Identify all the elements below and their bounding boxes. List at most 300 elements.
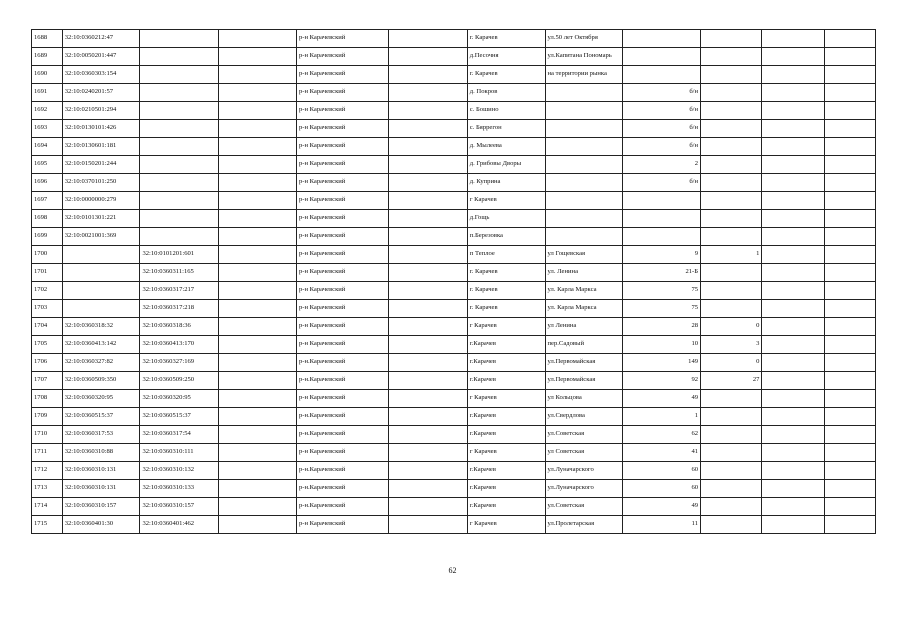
table-row — [32, 444, 876, 462]
area-cell — [701, 84, 762, 102]
empty-cell — [762, 408, 824, 426]
row-number-cell: 1710 — [32, 426, 63, 444]
empty-cell — [824, 138, 875, 156]
building-cadastral-number-cell — [140, 174, 219, 192]
empty-cell — [762, 120, 824, 138]
district-cell: р-н Карачевский — [296, 66, 388, 84]
table-row — [32, 462, 876, 480]
house-number-cell: б/н — [623, 174, 701, 192]
row-number-cell: 1706 — [32, 354, 63, 372]
empty-cell — [219, 66, 297, 84]
cadastral-number-cell: 32:10:0050201:447 — [62, 48, 140, 66]
cadastral-number-cell: 32:10:0360317:53 — [62, 426, 140, 444]
empty-cell — [219, 336, 297, 354]
row-number-cell: 1689 — [32, 48, 63, 66]
area-cell — [701, 192, 762, 210]
house-number-cell: 41 — [623, 444, 701, 462]
building-cadastral-number-cell — [140, 192, 219, 210]
cadastral-number-cell: 32:10:0360318:32 — [62, 318, 140, 336]
empty-cell — [824, 30, 875, 48]
row-number-cell: 1705 — [32, 336, 63, 354]
empty-cell — [762, 282, 824, 300]
table-row — [32, 408, 876, 426]
row-number-cell: 1702 — [32, 282, 63, 300]
empty-cell — [762, 246, 824, 264]
empty-cell — [219, 84, 297, 102]
empty-cell — [219, 246, 297, 264]
area-cell — [701, 228, 762, 246]
district-cell: р-н.Карачевский — [296, 480, 388, 498]
empty-cell — [762, 354, 824, 372]
row-number-cell: 1693 — [32, 120, 63, 138]
cadastral-number-cell — [62, 282, 140, 300]
page-number: 62 — [448, 566, 457, 575]
row-number-cell: 1696 — [32, 174, 63, 192]
locality-cell: г Карачев — [467, 516, 545, 534]
house-number-cell: 9 — [623, 246, 701, 264]
house-number-cell: б/н — [623, 84, 701, 102]
house-number-cell: 62 — [623, 426, 701, 444]
empty-cell — [824, 372, 875, 390]
locality-cell: д. Куприна — [467, 174, 545, 192]
empty-cell — [824, 66, 875, 84]
empty-cell — [824, 336, 875, 354]
house-number-cell — [623, 210, 701, 228]
empty-cell — [389, 48, 468, 66]
row-number-cell: 1688 — [32, 30, 63, 48]
house-number-cell: 92 — [623, 372, 701, 390]
area-cell — [701, 210, 762, 228]
house-number-cell: 149 — [623, 354, 701, 372]
district-cell: р-н.Карачевский — [296, 408, 388, 426]
empty-cell — [824, 192, 875, 210]
locality-cell: г Карачев — [467, 444, 545, 462]
empty-cell — [389, 372, 468, 390]
district-cell: р-н Карачевский — [296, 210, 388, 228]
empty-cell — [389, 282, 468, 300]
empty-cell — [219, 264, 297, 282]
area-cell: 0 — [701, 318, 762, 336]
empty-cell — [219, 516, 297, 534]
empty-cell — [762, 372, 824, 390]
locality-cell: с. Бяррегон — [467, 120, 545, 138]
cadastral-number-cell — [62, 246, 140, 264]
empty-cell — [824, 318, 875, 336]
house-number-cell: 60 — [623, 462, 701, 480]
house-number-cell: 49 — [623, 390, 701, 408]
empty-cell — [762, 156, 824, 174]
empty-cell — [389, 300, 468, 318]
locality-cell: г. Карачев — [467, 66, 545, 84]
empty-cell — [219, 462, 297, 480]
street-cell: ул.Свердлова — [545, 408, 623, 426]
building-cadastral-number-cell: 32:10:0360515:37 — [140, 408, 219, 426]
street-cell: ул Советская — [545, 444, 623, 462]
empty-cell — [824, 354, 875, 372]
area-cell — [701, 426, 762, 444]
empty-cell — [824, 426, 875, 444]
empty-cell — [219, 30, 297, 48]
property-register-table — [31, 29, 876, 534]
empty-cell — [389, 264, 468, 282]
empty-cell — [824, 228, 875, 246]
street-cell: ул. Ленина — [545, 264, 623, 282]
table-row — [32, 228, 876, 246]
empty-cell — [219, 48, 297, 66]
empty-cell — [389, 426, 468, 444]
empty-cell — [824, 462, 875, 480]
house-number-cell: 28 — [623, 318, 701, 336]
locality-cell: д.Песочня — [467, 48, 545, 66]
empty-cell — [389, 390, 468, 408]
locality-cell: с. Бошино — [467, 102, 545, 120]
cadastral-number-cell — [62, 264, 140, 282]
empty-cell — [824, 102, 875, 120]
district-cell: р-н Карачевский — [296, 48, 388, 66]
cadastral-number-cell: 32:10:0360310:131 — [62, 462, 140, 480]
table-row — [32, 318, 876, 336]
locality-cell: г.Карачев — [467, 426, 545, 444]
empty-cell — [824, 120, 875, 138]
empty-cell — [824, 174, 875, 192]
cadastral-number-cell: 32:10:0360310:157 — [62, 498, 140, 516]
district-cell: р-н Карачевский — [296, 228, 388, 246]
empty-cell — [762, 48, 824, 66]
row-number-cell: 1708 — [32, 390, 63, 408]
register-table-body — [32, 30, 876, 534]
district-cell: р-н Карачевский — [296, 390, 388, 408]
empty-cell — [762, 444, 824, 462]
area-cell — [701, 462, 762, 480]
row-number-cell: 1704 — [32, 318, 63, 336]
building-cadastral-number-cell — [140, 84, 219, 102]
house-number-cell: б/н — [623, 102, 701, 120]
district-cell: р-н.Карачевский — [296, 426, 388, 444]
table-row — [32, 354, 876, 372]
row-number-cell: 1709 — [32, 408, 63, 426]
locality-cell: г.Карачев — [467, 462, 545, 480]
building-cadastral-number-cell — [140, 66, 219, 84]
empty-cell — [762, 462, 824, 480]
area-cell — [701, 480, 762, 498]
locality-cell: г Карачев — [467, 318, 545, 336]
table-row — [32, 48, 876, 66]
locality-cell: г.Карачев — [467, 480, 545, 498]
empty-cell — [389, 444, 468, 462]
empty-cell — [762, 480, 824, 498]
row-number-cell: 1700 — [32, 246, 63, 264]
locality-cell: д. Покров — [467, 84, 545, 102]
building-cadastral-number-cell — [140, 120, 219, 138]
locality-cell: г.Карачев — [467, 372, 545, 390]
street-cell: на территории рынка — [545, 66, 623, 84]
area-cell — [701, 174, 762, 192]
district-cell: р-н Карачевский — [296, 264, 388, 282]
cadastral-number-cell: 32:10:0021001:369 — [62, 228, 140, 246]
empty-cell — [824, 390, 875, 408]
empty-cell — [762, 66, 824, 84]
building-cadastral-number-cell: 32:10:0360311:165 — [140, 264, 219, 282]
empty-cell — [389, 516, 468, 534]
row-number-cell: 1692 — [32, 102, 63, 120]
empty-cell — [389, 84, 468, 102]
area-cell — [701, 102, 762, 120]
empty-cell — [824, 264, 875, 282]
empty-cell — [824, 444, 875, 462]
table-row — [32, 30, 876, 48]
empty-cell — [824, 516, 875, 534]
table-row — [32, 372, 876, 390]
street-cell: ул.Советская — [545, 426, 623, 444]
empty-cell — [389, 354, 468, 372]
street-cell — [545, 210, 623, 228]
house-number-cell: 60 — [623, 480, 701, 498]
row-number-cell: 1713 — [32, 480, 63, 498]
empty-cell — [219, 138, 297, 156]
empty-cell — [389, 480, 468, 498]
empty-cell — [824, 210, 875, 228]
street-cell — [545, 192, 623, 210]
table-row — [32, 192, 876, 210]
locality-cell: д. Грибовы Дворы — [467, 156, 545, 174]
district-cell: р-н Карачевский — [296, 444, 388, 462]
district-cell: р-н Карачевский — [296, 516, 388, 534]
locality-cell: г Карачев — [467, 192, 545, 210]
district-cell: р-н Карачевский — [296, 120, 388, 138]
district-cell: р-н Карачевский — [296, 318, 388, 336]
table-row — [32, 390, 876, 408]
area-cell — [701, 66, 762, 84]
building-cadastral-number-cell: 32:10:0360320:95 — [140, 390, 219, 408]
cadastral-number-cell: 32:10:0360413:142 — [62, 336, 140, 354]
street-cell: ул.Советская — [545, 498, 623, 516]
street-cell: ул.50 лет Октября — [545, 30, 623, 48]
empty-cell — [762, 426, 824, 444]
area-cell: 0 — [701, 354, 762, 372]
row-number-cell: 1694 — [32, 138, 63, 156]
district-cell: р-н Карачевский — [296, 84, 388, 102]
street-cell: ул.Пролетарская — [545, 516, 623, 534]
district-cell: р-н Карачевский — [296, 282, 388, 300]
area-cell — [701, 444, 762, 462]
district-cell: р-н.Карачевский — [296, 372, 388, 390]
cadastral-number-cell: 32:10:0360310:131 — [62, 480, 140, 498]
street-cell — [545, 156, 623, 174]
empty-cell — [824, 408, 875, 426]
table-row — [32, 300, 876, 318]
table-row — [32, 516, 876, 534]
empty-cell — [824, 480, 875, 498]
street-cell: ул.Первомайская — [545, 354, 623, 372]
locality-cell: п Теплое — [467, 246, 545, 264]
house-number-cell: 21-Б — [623, 264, 701, 282]
empty-cell — [389, 30, 468, 48]
building-cadastral-number-cell: 32:10:0360327:169 — [140, 354, 219, 372]
house-number-cell: 49 — [623, 498, 701, 516]
empty-cell — [389, 174, 468, 192]
building-cadastral-number-cell: 32:10:0360317:54 — [140, 426, 219, 444]
row-number-cell: 1698 — [32, 210, 63, 228]
street-cell — [545, 174, 623, 192]
empty-cell — [824, 498, 875, 516]
empty-cell — [219, 390, 297, 408]
building-cadastral-number-cell — [140, 48, 219, 66]
table-row — [32, 210, 876, 228]
table-row — [32, 498, 876, 516]
street-cell: ул Ленина — [545, 318, 623, 336]
empty-cell — [824, 300, 875, 318]
house-number-cell — [623, 192, 701, 210]
empty-cell — [389, 192, 468, 210]
building-cadastral-number-cell: 32:10:0360318:36 — [140, 318, 219, 336]
street-cell: ул. Карла Маркса — [545, 300, 623, 318]
table-row — [32, 336, 876, 354]
empty-cell — [389, 336, 468, 354]
cadastral-number-cell: 32:10:0000000:279 — [62, 192, 140, 210]
empty-cell — [762, 192, 824, 210]
empty-cell — [762, 84, 824, 102]
empty-cell — [219, 498, 297, 516]
building-cadastral-number-cell — [140, 102, 219, 120]
district-cell: р-н Карачевский — [296, 156, 388, 174]
building-cadastral-number-cell — [140, 228, 219, 246]
table-row — [32, 264, 876, 282]
empty-cell — [219, 210, 297, 228]
locality-cell: д. Мылеева — [467, 138, 545, 156]
street-cell: ул.Капитана Пономарь — [545, 48, 623, 66]
empty-cell — [389, 408, 468, 426]
empty-cell — [824, 282, 875, 300]
empty-cell — [219, 192, 297, 210]
row-number-cell: 1697 — [32, 192, 63, 210]
empty-cell — [762, 336, 824, 354]
empty-cell — [219, 102, 297, 120]
house-number-cell — [623, 48, 701, 66]
building-cadastral-number-cell: 32:10:0360310:133 — [140, 480, 219, 498]
empty-cell — [762, 318, 824, 336]
street-cell: ул.Первомайская — [545, 372, 623, 390]
area-cell: 1 — [701, 246, 762, 264]
table-row — [32, 156, 876, 174]
area-cell: 27 — [701, 372, 762, 390]
empty-cell — [762, 516, 824, 534]
district-cell: р-н Карачевский — [296, 30, 388, 48]
empty-cell — [762, 300, 824, 318]
building-cadastral-number-cell — [140, 138, 219, 156]
street-cell: ул.Луначарского — [545, 462, 623, 480]
row-number-cell: 1712 — [32, 462, 63, 480]
locality-cell: г.Карачев — [467, 408, 545, 426]
locality-cell: г.Карачев — [467, 336, 545, 354]
locality-cell: д.Гощь — [467, 210, 545, 228]
building-cadastral-number-cell — [140, 156, 219, 174]
empty-cell — [219, 156, 297, 174]
empty-cell — [219, 300, 297, 318]
house-number-cell: 75 — [623, 300, 701, 318]
row-number-cell: 1701 — [32, 264, 63, 282]
row-number-cell: 1711 — [32, 444, 63, 462]
house-number-cell: 11 — [623, 516, 701, 534]
empty-cell — [389, 102, 468, 120]
empty-cell — [389, 138, 468, 156]
area-cell — [701, 156, 762, 174]
building-cadastral-number-cell: 32:10:0360310:132 — [140, 462, 219, 480]
street-cell: ул Кольцова — [545, 390, 623, 408]
empty-cell — [219, 318, 297, 336]
empty-cell — [824, 156, 875, 174]
empty-cell — [219, 444, 297, 462]
table-row — [32, 66, 876, 84]
district-cell: р-н.Карачевский — [296, 498, 388, 516]
cadastral-number-cell: 32:10:0130601:181 — [62, 138, 140, 156]
row-number-cell: 1699 — [32, 228, 63, 246]
cadastral-number-cell: 32:10:0360303:154 — [62, 66, 140, 84]
table-row — [32, 102, 876, 120]
area-cell — [701, 300, 762, 318]
row-number-cell: 1695 — [32, 156, 63, 174]
cadastral-number-cell: 32:10:0360320:95 — [62, 390, 140, 408]
district-cell: р-н Карачевский — [296, 246, 388, 264]
locality-cell: п.Березовка — [467, 228, 545, 246]
table-row — [32, 426, 876, 444]
table-row — [32, 282, 876, 300]
area-cell — [701, 408, 762, 426]
cadastral-number-cell: 32:10:0240201:57 — [62, 84, 140, 102]
cadastral-number-cell: 32:10:0360515:37 — [62, 408, 140, 426]
house-number-cell — [623, 228, 701, 246]
cadastral-number-cell — [62, 300, 140, 318]
building-cadastral-number-cell — [140, 210, 219, 228]
district-cell: р-н.Карачевский — [296, 462, 388, 480]
empty-cell — [219, 408, 297, 426]
cadastral-number-cell: 32:10:0150201:244 — [62, 156, 140, 174]
empty-cell — [219, 480, 297, 498]
cadastral-number-cell: 32:10:0360327:82 — [62, 354, 140, 372]
empty-cell — [389, 120, 468, 138]
empty-cell — [219, 282, 297, 300]
empty-cell — [824, 48, 875, 66]
building-cadastral-number-cell: 32:10:0101201:601 — [140, 246, 219, 264]
house-number-cell — [623, 30, 701, 48]
building-cadastral-number-cell: 32:10:0360310:111 — [140, 444, 219, 462]
district-cell: р-н.Карачевский — [296, 354, 388, 372]
row-number-cell: 1690 — [32, 66, 63, 84]
empty-cell — [824, 84, 875, 102]
empty-cell — [762, 210, 824, 228]
row-number-cell: 1707 — [32, 372, 63, 390]
table-row — [32, 138, 876, 156]
empty-cell — [389, 498, 468, 516]
empty-cell — [389, 462, 468, 480]
row-number-cell: 1703 — [32, 300, 63, 318]
table-row — [32, 120, 876, 138]
empty-cell — [824, 246, 875, 264]
table-row — [32, 480, 876, 498]
house-number-cell: 75 — [623, 282, 701, 300]
area-cell — [701, 516, 762, 534]
table-row — [32, 174, 876, 192]
building-cadastral-number-cell — [140, 30, 219, 48]
area-cell — [701, 282, 762, 300]
empty-cell — [219, 120, 297, 138]
locality-cell: г. Карачев — [467, 30, 545, 48]
locality-cell: г. Карачев — [467, 264, 545, 282]
house-number-cell: 1 — [623, 408, 701, 426]
empty-cell — [219, 354, 297, 372]
district-cell: р-н Карачевский — [296, 300, 388, 318]
empty-cell — [389, 318, 468, 336]
locality-cell: г.Карачев — [467, 498, 545, 516]
